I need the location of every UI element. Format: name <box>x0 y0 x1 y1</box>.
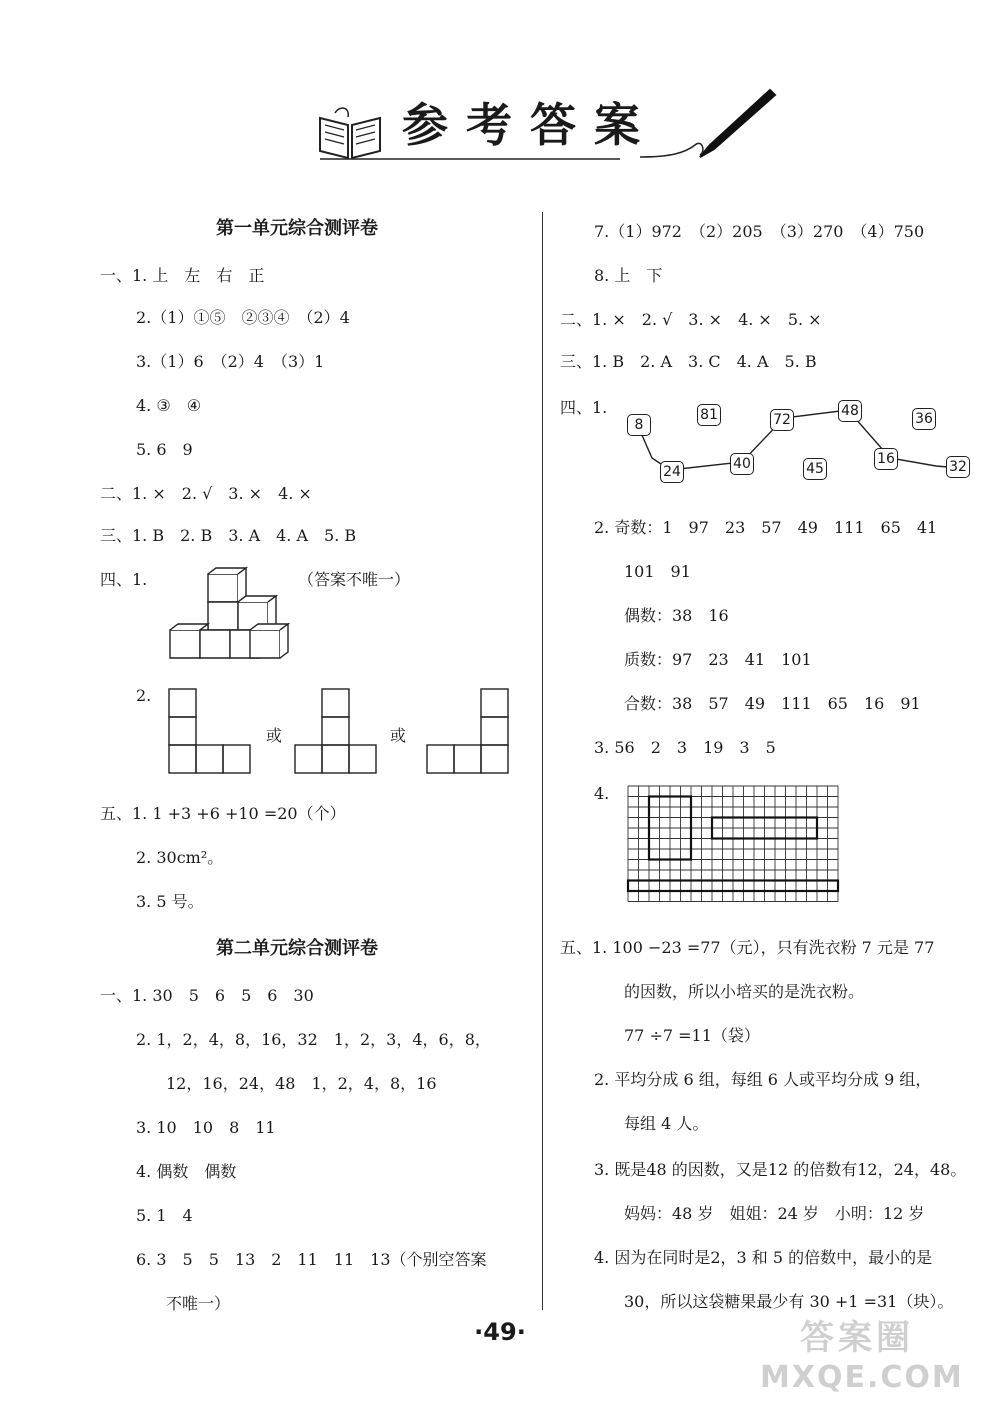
u2-s1-q6a: 6. 3 5 5 13 2 11 11 13（个别空答案 <box>136 1250 487 1269</box>
u1-s5-q2: 2. 30cm²。 <box>136 848 224 867</box>
r-s1-q8: 8. 上 下 <box>594 266 663 285</box>
title-banner <box>300 85 780 165</box>
path-number-24: 24 <box>660 461 684 483</box>
path-number-48: 48 <box>838 400 862 422</box>
r-s5-q2a: 2. 平均分成 6 组，每组 6 人或平均分成 9 组， <box>594 1070 932 1089</box>
or-text-2: 或 <box>390 726 407 745</box>
r-s5-q1b: 的因数，所以小培买的是洗衣粉。 <box>624 982 865 1001</box>
r-s5-q1a: 五、1. 100 −23 =77（元），只有洗衣粉 7 元是 77 <box>560 938 935 957</box>
view-figure-3 <box>426 688 510 774</box>
u1-s3: 三、1. B 2. B 3. A 4. A 5. B <box>100 526 357 545</box>
u1-s5-q1: 五、1. 1 +3 +6 +10 =20（个） <box>100 804 346 823</box>
u2-s1-q3: 3. 10 10 8 11 <box>136 1118 276 1137</box>
watermark-logo-text: 答案圈 <box>800 1318 914 1358</box>
column-divider <box>542 212 543 1310</box>
u1-s4-q2-label: 2. <box>136 686 152 705</box>
u2-s1-q2b: 12，16，24，48 1，2，4，8，16 <box>166 1074 437 1093</box>
path-number-16: 16 <box>874 448 898 470</box>
watermark-url: MXQE.COM <box>760 1360 964 1395</box>
r-s4-q2e: 合数：38 57 49 111 65 16 91 <box>624 694 921 713</box>
unit1-title: 第一单元综合测评卷 <box>216 218 378 239</box>
u2-s1-q2a: 2. 1，2，4，8，16，32 1，2，3，4，6，8， <box>136 1030 491 1049</box>
r-s4-q2d: 质数：97 23 41 101 <box>624 650 812 669</box>
page-number: ·49· <box>474 1318 526 1346</box>
r-s4-q2c: 偶数：38 16 <box>624 606 729 625</box>
r-s3: 三、1. B 2. A 3. C 4. A 5. B <box>560 352 817 371</box>
watermark <box>760 1310 995 1402</box>
u1-s1-q4: 4. ③ ④ <box>136 396 202 415</box>
r-s5-q2b: 每组 4 人。 <box>624 1114 709 1133</box>
u1-s5-q3: 3. 5 号。 <box>136 892 204 911</box>
r-s5-q3b: 妈妈：48 岁 姐姐：24 岁 小明：12 岁 <box>624 1204 925 1223</box>
u1-s1-q3: 3.（1）6 （2）4 （3）1 <box>136 352 325 371</box>
path-number-45: 45 <box>803 458 827 480</box>
r-s5-q4a: 4. 因为在同时是2，3 和 5 的倍数中，最小的是 <box>594 1248 933 1267</box>
r-s5-q3a: 3. 既是48 的因数，又是12 的倍数有12，24，48。 <box>594 1160 967 1179</box>
cube-stack-figure <box>166 564 290 660</box>
path-number-36: 36 <box>912 408 936 430</box>
u1-s1-q5: 5. 6 9 <box>136 440 193 459</box>
r-s4-q1-label: 四、1. <box>560 398 608 417</box>
r-s4-q4-label: 4. <box>594 784 610 803</box>
page-title: 参考答案 <box>402 98 658 152</box>
u2-s1-q6b: 不唯一） <box>166 1294 231 1313</box>
u1-s4-q1-label: 四、1. <box>100 570 148 589</box>
title-underline <box>320 153 620 165</box>
grid-figure <box>626 784 844 908</box>
u2-s1-q1: 一、1. 30 5 6 5 6 30 <box>100 986 314 1005</box>
u1-s1-q2: 2.（1）①⑤ ②③④ （2）4 <box>136 308 350 327</box>
u1-s4-q1-note: （答案不唯一） <box>298 570 411 589</box>
u1-s1-q1: 一、1. 上 左 右 正 <box>100 266 265 285</box>
or-text-1: 或 <box>266 726 283 745</box>
path-number-40: 40 <box>730 453 754 475</box>
pen-icon <box>640 85 780 165</box>
unit2-title: 第二单元综合测评卷 <box>216 938 378 959</box>
r-s1-q7: 7.（1）972 （2）205 （3）270 （4）750 <box>594 222 925 241</box>
path-number-72: 72 <box>770 409 794 431</box>
r-s4-q2a: 2. 奇数：1 97 23 57 49 111 65 41 <box>594 518 938 537</box>
r-s4-q3: 3. 56 2 3 19 3 5 <box>594 738 776 757</box>
r-s4-q2b: 101 91 <box>624 562 691 581</box>
r-s2: 二、1. × 2. √ 3. × 4. × 5. × <box>560 310 822 329</box>
u2-s1-q5: 5. 1 4 <box>136 1206 193 1225</box>
path-number-8: 8 <box>627 414 651 436</box>
path-number-81: 81 <box>697 404 721 426</box>
r-s5-q1c: 77 ÷7 =11（袋） <box>624 1026 760 1045</box>
view-figure-2 <box>294 688 378 774</box>
path-number-32: 32 <box>946 456 970 478</box>
u1-s2: 二、1. × 2. √ 3. × 4. × <box>100 484 312 503</box>
view-figure-1 <box>168 688 252 774</box>
u2-s1-q4: 4. 偶数 偶数 <box>136 1162 237 1181</box>
r-s5-q4b: 30，所以这袋糖果最少有 30 +1 =31（块）。 <box>624 1292 954 1311</box>
